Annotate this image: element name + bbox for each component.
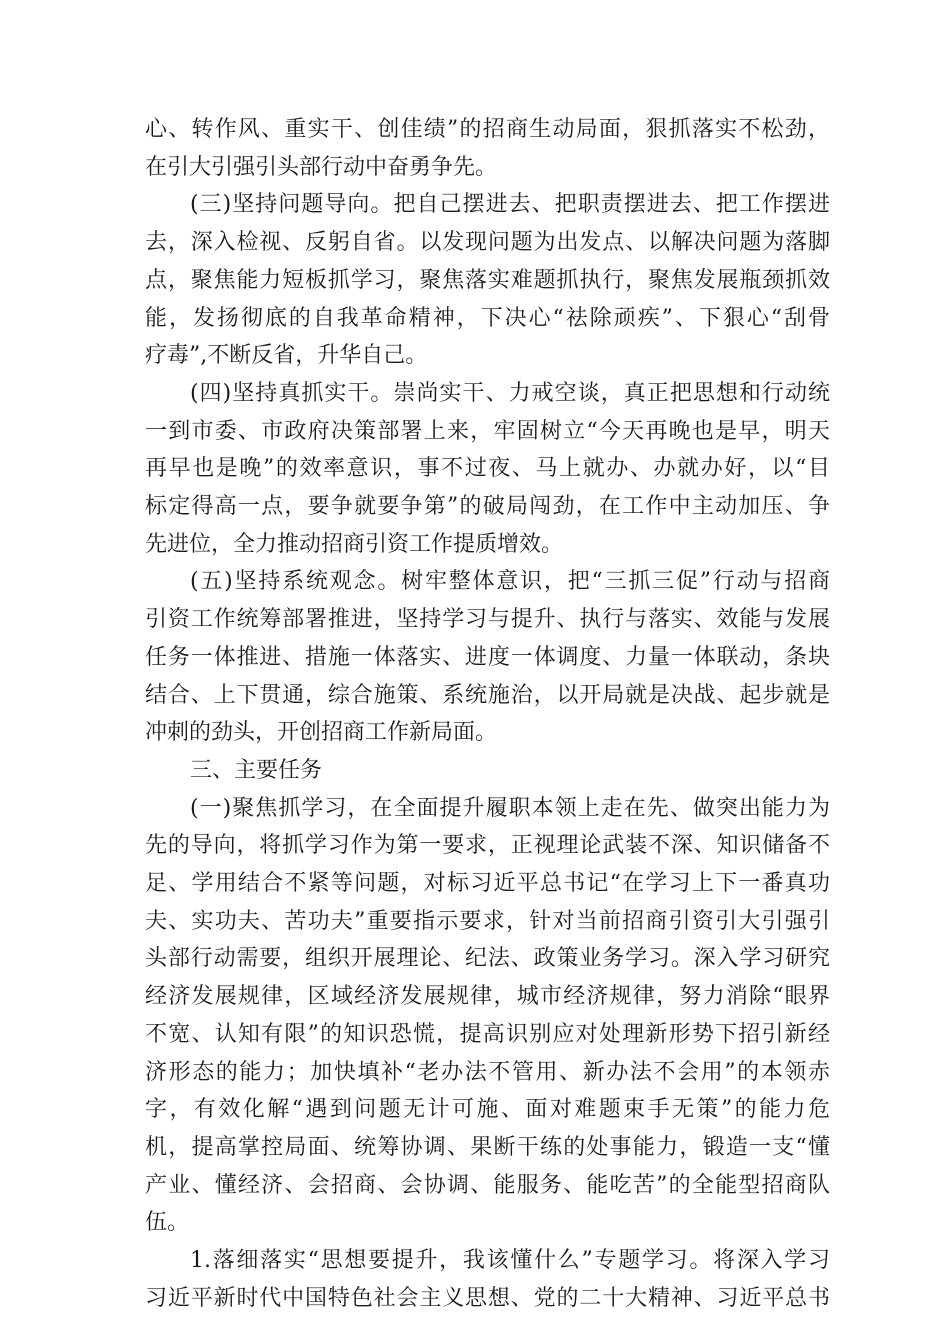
text-line: 引资工作统筹部署推进，坚持学习与提升、执行与落实、效能与发展 bbox=[145, 607, 830, 633]
text-line: 任务一体推进、措施一体落实、进度一体调度、力量一体联动，条块 bbox=[145, 644, 830, 670]
text-line: 三、主要任务 bbox=[190, 757, 323, 783]
text-line: 一到市委、市政府决策部署上来，牢固树立“今天再晚也是早，明天 bbox=[145, 418, 830, 444]
text-line: 足、学用结合不紧等问题，对标习近平总书记“在学习上下一番真功 bbox=[145, 871, 830, 896]
text-line: 能，发扬彻底的自我革命精神，下决心“祛除顽疾”、下狠心“刮骨 bbox=[145, 305, 830, 331]
text-line: (五)坚持系统观念。树牢整体意识，把“三抓三促”行动与招商 bbox=[190, 569, 830, 595]
text-line: 去，深入检视、反躬自省。以发现问题为出发点、以解决问题为落脚 bbox=[145, 230, 830, 256]
text-line: 头部行动需要，组织开展理论、纪法、政策业务学习。深入学习研究 bbox=[145, 946, 830, 972]
text-line: 点，聚焦能力短板抓学习，聚焦落实难题抓执行，聚焦发展瓶颈抓效 bbox=[145, 267, 830, 293]
text-line: 心、转作风、重实干、创佳绩”的招商生动局面，狠抓落实不松劲， bbox=[145, 117, 830, 142]
text-line: 标定得高一点，要争就要争第”的破局闯劲，在工作中主动加压、争 bbox=[145, 494, 830, 519]
text-line: 在引大引强引头部行动中奋勇争先。 bbox=[145, 154, 498, 180]
text-line: 疗毒”,不断反省，升华自己。 bbox=[145, 343, 428, 369]
text-line: 伍。 bbox=[145, 1210, 190, 1236]
text-line: (一)聚焦抓学习，在全面提升履职本领上走在先、做突出能力为 bbox=[190, 795, 830, 821]
text-line: 夫、实功夫、苦功夫”重要指示要求，针对当前招商引资引大引强引 bbox=[145, 908, 830, 934]
text-line: 1.落细落实“思想要提升，我该懂什么”专题学习。将深入学习 bbox=[190, 1248, 830, 1273]
text-line: 产业、懂经济、会招商、会协调、能服务、能吃苦”的全能型招商队 bbox=[145, 1172, 830, 1198]
text-line: 冲刺的劲头，开创招商工作新局面。 bbox=[145, 720, 498, 746]
text-line: 习近平新时代中国特色社会主义思想、党的二十大精神、习近平总书 bbox=[145, 1285, 830, 1311]
text-line: 字，有效化解“遇到问题无计可施、面对难题束手无策”的能力危 bbox=[145, 1097, 830, 1123]
text-line: 再早也是晚”的效率意识，事不过夜、马上就办、办就办好，以“目 bbox=[145, 456, 830, 482]
text-line: 济形态的能力；加快填补“老办法不管用、新办法不会用”的本领赤 bbox=[145, 1059, 830, 1085]
text-line: (四)坚持真抓实干。崇尚实干、力戒空谈，真正把思想和行动统 bbox=[190, 380, 830, 406]
text-line: 先的导向，将抓学习作为第一要求，正视理论武装不深、知识储备不 bbox=[145, 833, 830, 859]
text-line: 机，提高掌控局面、统筹协调、果断干练的处事能力，锻造一支“懂 bbox=[145, 1134, 830, 1160]
text-line: 结合、上下贯通，综合施策、系统施治，以开局就是决战、起步就是 bbox=[145, 682, 830, 708]
text-line: 先进位，全力推动招商引资工作提质增效。 bbox=[145, 531, 564, 557]
text-line: (三)坚持问题导向。把自己摆进去、把职责摆进去、把工作摆进 bbox=[190, 192, 830, 218]
text-line: 经济发展规律，区域经济发展规律，城市经济规律，努力消除“眼界 bbox=[145, 984, 830, 1010]
text-line: 不宽、认知有限”的知识恐慌，提高识别应对处理新形势下招引新经 bbox=[145, 1021, 830, 1047]
